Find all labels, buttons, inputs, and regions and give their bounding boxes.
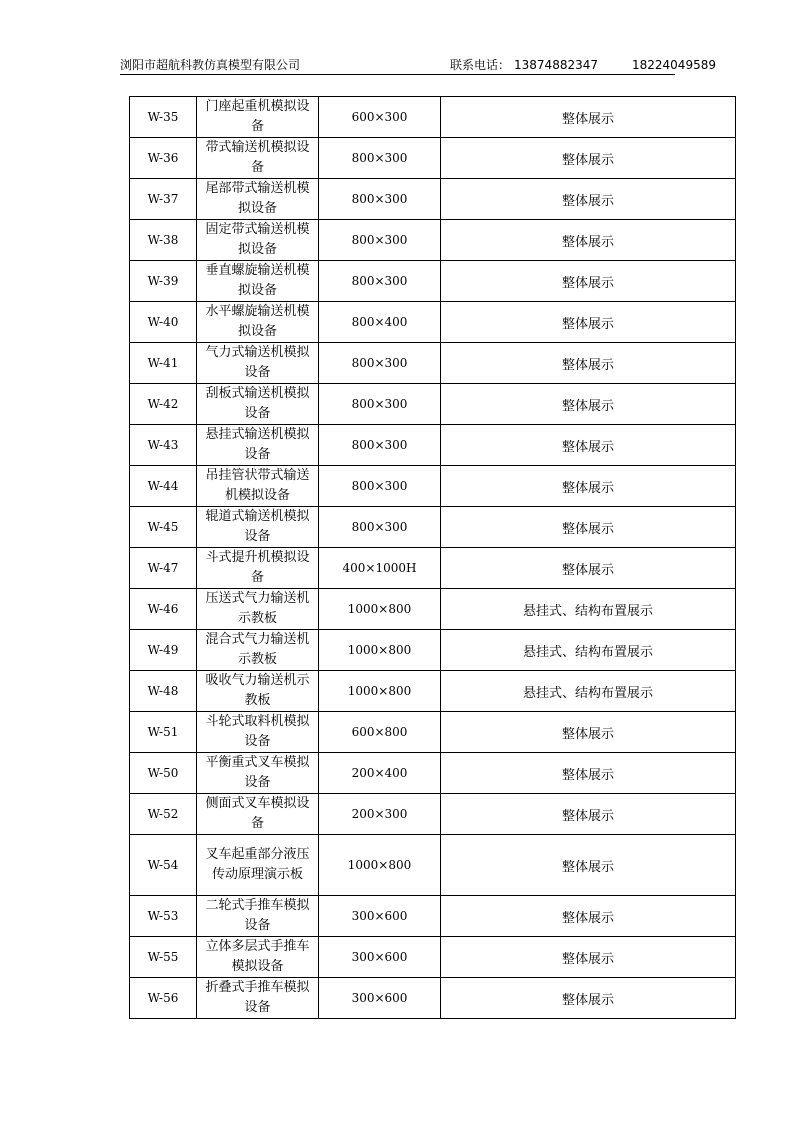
product-code: W-44 xyxy=(130,466,197,507)
product-code: W-36 xyxy=(130,138,197,179)
product-name-text: 刮板式输送机模拟设备 xyxy=(205,386,310,421)
product-note: 整体展示 xyxy=(441,794,736,835)
table-row xyxy=(130,384,736,425)
table-row xyxy=(130,589,736,630)
product-note: 整体展示 xyxy=(441,548,736,589)
product-name xyxy=(197,97,319,138)
product-size: 800×300 xyxy=(319,138,441,179)
product-name xyxy=(197,425,319,466)
product-name xyxy=(197,712,319,753)
product-name-text: 辊道式输送机模拟设备 xyxy=(205,509,310,544)
product-size: 1000×800 xyxy=(319,589,441,630)
product-name-text: 吊挂管状带式输送机模拟设备 xyxy=(205,468,310,503)
product-note: 整体展示 xyxy=(441,425,736,466)
table-row xyxy=(130,220,736,261)
product-code: W-39 xyxy=(130,261,197,302)
product-name xyxy=(197,548,319,589)
table-row xyxy=(130,753,736,794)
page-header xyxy=(120,56,716,75)
product-name-text: 固定带式输送机模拟设备 xyxy=(205,222,310,257)
product-name-text: 平衡重式叉车模拟设备 xyxy=(205,755,310,790)
product-code: W-47 xyxy=(130,548,197,589)
product-size: 800×300 xyxy=(319,261,441,302)
product-size: 800×400 xyxy=(319,302,441,343)
product-size: 200×400 xyxy=(319,753,441,794)
table-row xyxy=(130,937,736,978)
product-code: W-40 xyxy=(130,302,197,343)
product-code: W-55 xyxy=(130,937,197,978)
product-name xyxy=(197,384,319,425)
product-name xyxy=(197,466,319,507)
product-code: W-35 xyxy=(130,97,197,138)
product-name-text: 门座起重机模拟设备 xyxy=(205,99,310,134)
product-spec-body xyxy=(130,97,736,1019)
product-code: W-38 xyxy=(130,220,197,261)
product-name-text: 二轮式手推车模拟设备 xyxy=(205,898,310,933)
product-note: 整体展示 xyxy=(441,220,736,261)
product-code: W-51 xyxy=(130,712,197,753)
product-note: 整体展示 xyxy=(441,937,736,978)
product-note: 整体展示 xyxy=(441,261,736,302)
product-size: 1000×800 xyxy=(319,671,441,712)
product-code: W-41 xyxy=(130,343,197,384)
product-note: 整体展示 xyxy=(441,179,736,220)
product-note: 整体展示 xyxy=(441,343,736,384)
product-code: W-48 xyxy=(130,671,197,712)
table-row xyxy=(130,507,736,548)
product-note: 整体展示 xyxy=(441,712,736,753)
table-row xyxy=(130,630,736,671)
table-row xyxy=(130,343,736,384)
product-code: W-54 xyxy=(130,835,197,896)
product-code: W-50 xyxy=(130,753,197,794)
table-row xyxy=(130,138,736,179)
table-row xyxy=(130,794,736,835)
product-name xyxy=(197,179,319,220)
product-size: 600×300 xyxy=(319,97,441,138)
product-name xyxy=(197,794,319,835)
product-name xyxy=(197,220,319,261)
table-row xyxy=(130,896,736,937)
company-name: 浏阳市超航科教仿真模型有限公司 xyxy=(120,58,301,72)
product-code: W-49 xyxy=(130,630,197,671)
product-code: W-53 xyxy=(130,896,197,937)
product-name-text: 斗式提升机模拟设备 xyxy=(205,550,310,585)
table-row xyxy=(130,671,736,712)
product-note: 悬挂式、结构布置展示 xyxy=(441,671,736,712)
product-code: W-43 xyxy=(130,425,197,466)
product-name xyxy=(197,835,319,896)
product-name-text: 吸收气力输送机示教板 xyxy=(205,673,310,708)
product-name-text: 斗轮式取料机模拟设备 xyxy=(205,714,310,749)
product-note: 整体展示 xyxy=(441,466,736,507)
product-size: 200×300 xyxy=(319,794,441,835)
product-note: 整体展示 xyxy=(441,302,736,343)
product-note: 整体展示 xyxy=(441,138,736,179)
product-note: 整体展示 xyxy=(441,835,736,896)
product-name xyxy=(197,671,319,712)
product-code: W-42 xyxy=(130,384,197,425)
phone-number-2: 18224049589 xyxy=(632,58,716,72)
product-name-text: 气力式输送机模拟设备 xyxy=(205,345,310,380)
product-name xyxy=(197,937,319,978)
product-size: 300×600 xyxy=(319,896,441,937)
product-size: 600×800 xyxy=(319,712,441,753)
product-size: 800×300 xyxy=(319,384,441,425)
product-size: 800×300 xyxy=(319,466,441,507)
product-note: 整体展示 xyxy=(441,753,736,794)
product-note: 悬挂式、结构布置展示 xyxy=(441,630,736,671)
product-name xyxy=(197,978,319,1019)
product-name xyxy=(197,753,319,794)
product-name-text: 混合式气力输送机示教板 xyxy=(205,632,310,667)
product-name-text: 压送式气力输送机示教板 xyxy=(205,591,310,626)
table-row xyxy=(130,548,736,589)
product-note: 整体展示 xyxy=(441,978,736,1019)
product-name-text: 尾部带式输送机模拟设备 xyxy=(205,181,310,216)
product-name xyxy=(197,630,319,671)
product-size: 400×1000H xyxy=(319,548,441,589)
product-note: 整体展示 xyxy=(441,507,736,548)
product-name-text: 悬挂式输送机模拟设备 xyxy=(205,427,310,462)
product-size: 1000×800 xyxy=(319,835,441,896)
table-row xyxy=(130,978,736,1019)
product-size: 300×600 xyxy=(319,937,441,978)
product-name xyxy=(197,343,319,384)
product-name-text: 叉车起重部分液压传动原理演示板 xyxy=(205,847,310,882)
table-row xyxy=(130,179,736,220)
table-row xyxy=(130,302,736,343)
product-note: 整体展示 xyxy=(441,97,736,138)
product-name-text: 侧面式叉车模拟设备 xyxy=(205,796,310,831)
product-size: 800×300 xyxy=(319,507,441,548)
phone-number-1: 13874882347 xyxy=(514,58,598,72)
product-code: W-56 xyxy=(130,978,197,1019)
table-row xyxy=(130,835,736,896)
product-note: 悬挂式、结构布置展示 xyxy=(441,589,736,630)
product-name xyxy=(197,138,319,179)
product-name xyxy=(197,302,319,343)
product-size: 1000×800 xyxy=(319,630,441,671)
product-name-text: 带式输送机模拟设备 xyxy=(205,140,310,175)
product-note: 整体展示 xyxy=(441,896,736,937)
contact-label: 联系电话： xyxy=(450,58,511,72)
product-size: 800×300 xyxy=(319,179,441,220)
product-note: 整体展示 xyxy=(441,384,736,425)
product-name-text: 垂直螺旋输送机模拟设备 xyxy=(205,263,310,298)
table-row xyxy=(130,466,736,507)
product-code: W-52 xyxy=(130,794,197,835)
product-name xyxy=(197,589,319,630)
contact-info xyxy=(450,56,720,74)
product-size: 800×300 xyxy=(319,220,441,261)
product-size: 300×600 xyxy=(319,978,441,1019)
product-spec-table xyxy=(129,96,736,1019)
product-name-text: 折叠式手推车模拟设备 xyxy=(205,980,310,1015)
product-code: W-46 xyxy=(130,589,197,630)
table-row xyxy=(130,712,736,753)
product-name xyxy=(197,261,319,302)
product-size: 800×300 xyxy=(319,425,441,466)
product-size: 800×300 xyxy=(319,343,441,384)
product-name-text: 水平螺旋输送机模拟设备 xyxy=(205,304,310,339)
table-row xyxy=(130,425,736,466)
product-name-text: 立体多层式手推车模拟设备 xyxy=(205,939,310,974)
product-name xyxy=(197,896,319,937)
product-code: W-45 xyxy=(130,507,197,548)
table-row xyxy=(130,261,736,302)
product-code: W-37 xyxy=(130,179,197,220)
product-name xyxy=(197,507,319,548)
table-row xyxy=(130,97,736,138)
